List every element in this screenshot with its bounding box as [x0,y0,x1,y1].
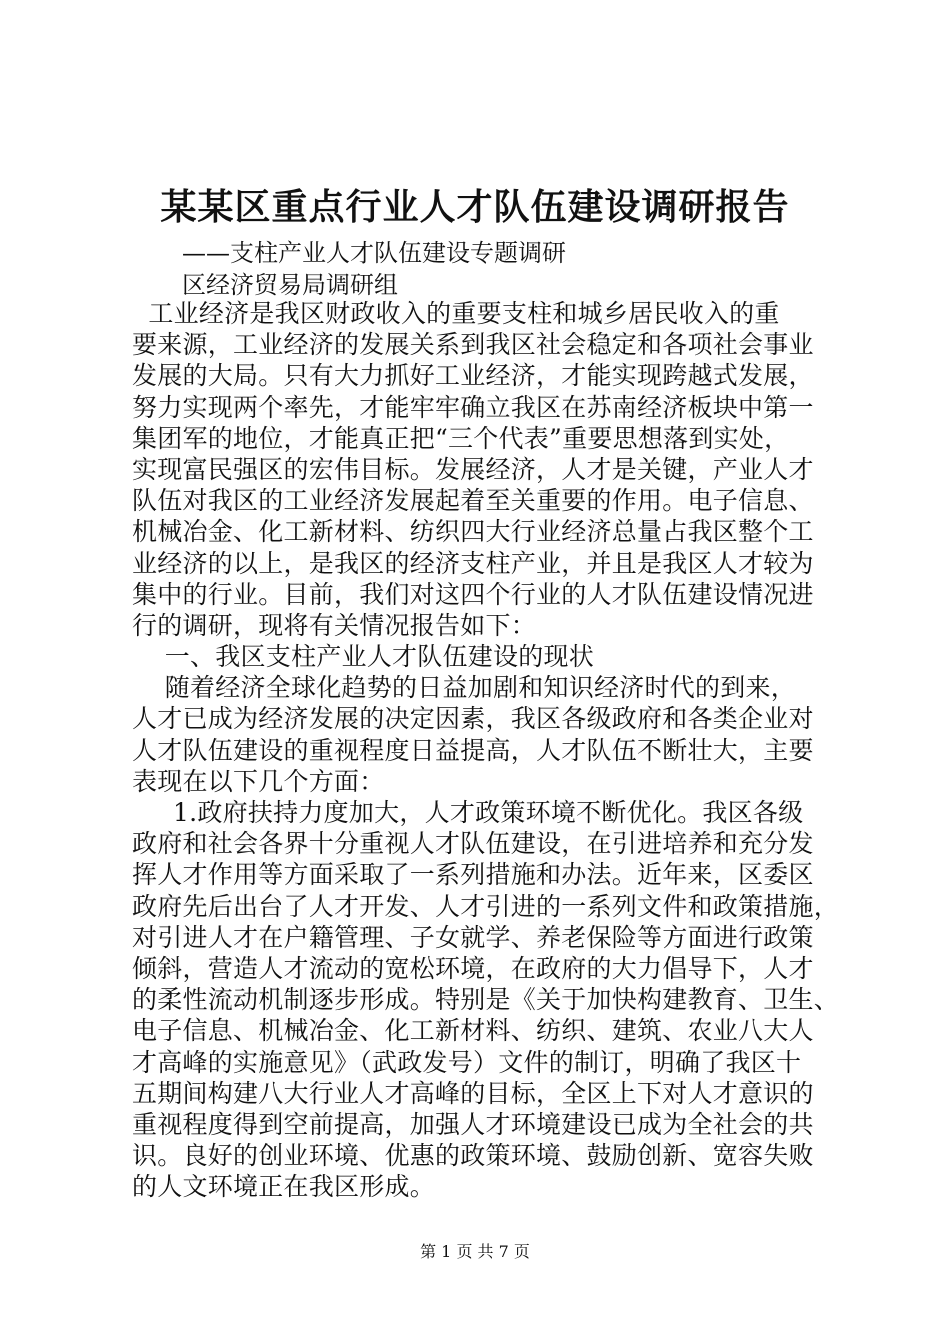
body-line: 业经济的以上，是我区的经济支柱产业，并且是我区人才较为 [132,548,814,578]
body-line: 对引进人才在户籍管理、子女就学、养老保险等方面进行政策 [132,922,814,952]
body-line: 政府先后出台了人才开发、人才引进的一系列文件和政策措施， [132,891,840,921]
body-line: 人才已成为经济发展的决定因素，我区各级政府和各类企业对 [132,704,814,734]
body-line: 集中的行业。目前，我们对这四个行业的人才队伍建设情况进 [132,579,814,609]
body-line: 随着经济全球化趋势的日益加剧和知识经济时代的到来， [132,673,797,703]
body-line: 重视程度得到空前提高，加强人才环境建设已成为全社会的共 [132,1109,814,1139]
body-line: 识。良好的创业环境、优惠的政策环境、鼓励创新、宽容失败 [132,1141,814,1171]
body-line: 五期间构建八大行业人才高峰的目标，全区上下对人才意识的 [132,1078,814,1108]
body-line: 才高峰的实施意见》（武政发号）文件的制订，明确了我区十 [132,1047,802,1077]
body-line: 电子信息、机械冶金、化工新材料、纺织、建筑、农业八大人 [132,1016,814,1046]
body-line: 的柔性流动机制逐步形成。特别是《关于加快构建教育、卫生、 [132,985,840,1015]
body-line: 的人文环境正在我区形成。 [132,1172,436,1202]
body-line: 要来源，工业经济的发展关系到我区社会稳定和各项社会事业 [132,330,814,360]
document-body [132,298,840,1202]
body-line: 集团军的地位，才能真正把“三个代表”重要思想落到实处， [132,423,790,453]
body-line: 倾斜，营造人才流动的宽松环境，在政府的大力倡导下，人才 [132,953,814,983]
body-line: 努力实现两个率先，才能牢牢确立我区在苏南经济板块中第一 [132,392,814,422]
document-author: 区经济贸易局调研组 [182,271,398,299]
body-line: 实现富民强区的宏伟目标。发展经济，人才是关键，产业人才 [132,454,814,484]
document-title: 某某区重点行业人才队伍建设调研报告 [160,186,790,228]
body-line: 人才队伍建设的重视程度日益提高，人才队伍不断壮大，主要 [132,735,814,765]
body-line: 政府和社会各界十分重视人才队伍建设，在引进培养和充分发 [132,829,814,859]
body-line: 挥人才作用等方面采取了一系列措施和办法。近年来，区委区 [132,860,814,890]
page-number-footer: 第 1 页 共 7 页 [420,1242,530,1261]
body-line: 工业经济是我区财政收入的重要支柱和城乡居民收入的重 [132,299,780,328]
body-line: 发展的大局。只有大力抓好工业经济，才能实现跨越式发展， [132,361,814,391]
body-line: 队伍对我区的工业经济发展起着至关重要的作用。电子信息、 [132,486,814,516]
body-line: 行的调研，现将有关情况报告如下： [132,610,537,640]
body-line: 机械冶金、化工新材料、纺织四大行业经济总量占我区整个工 [132,517,814,547]
document-subtitle: ——支柱产业人才队伍建设专题调研 [182,239,566,267]
body-line: 表现在以下几个方面： [132,766,385,796]
body-line: 1.政府扶持力度加大，人才政策环境不断优化。我区各级 [132,798,804,827]
section-heading: 一、我区支柱产业人才队伍建设的现状 [132,642,595,672]
